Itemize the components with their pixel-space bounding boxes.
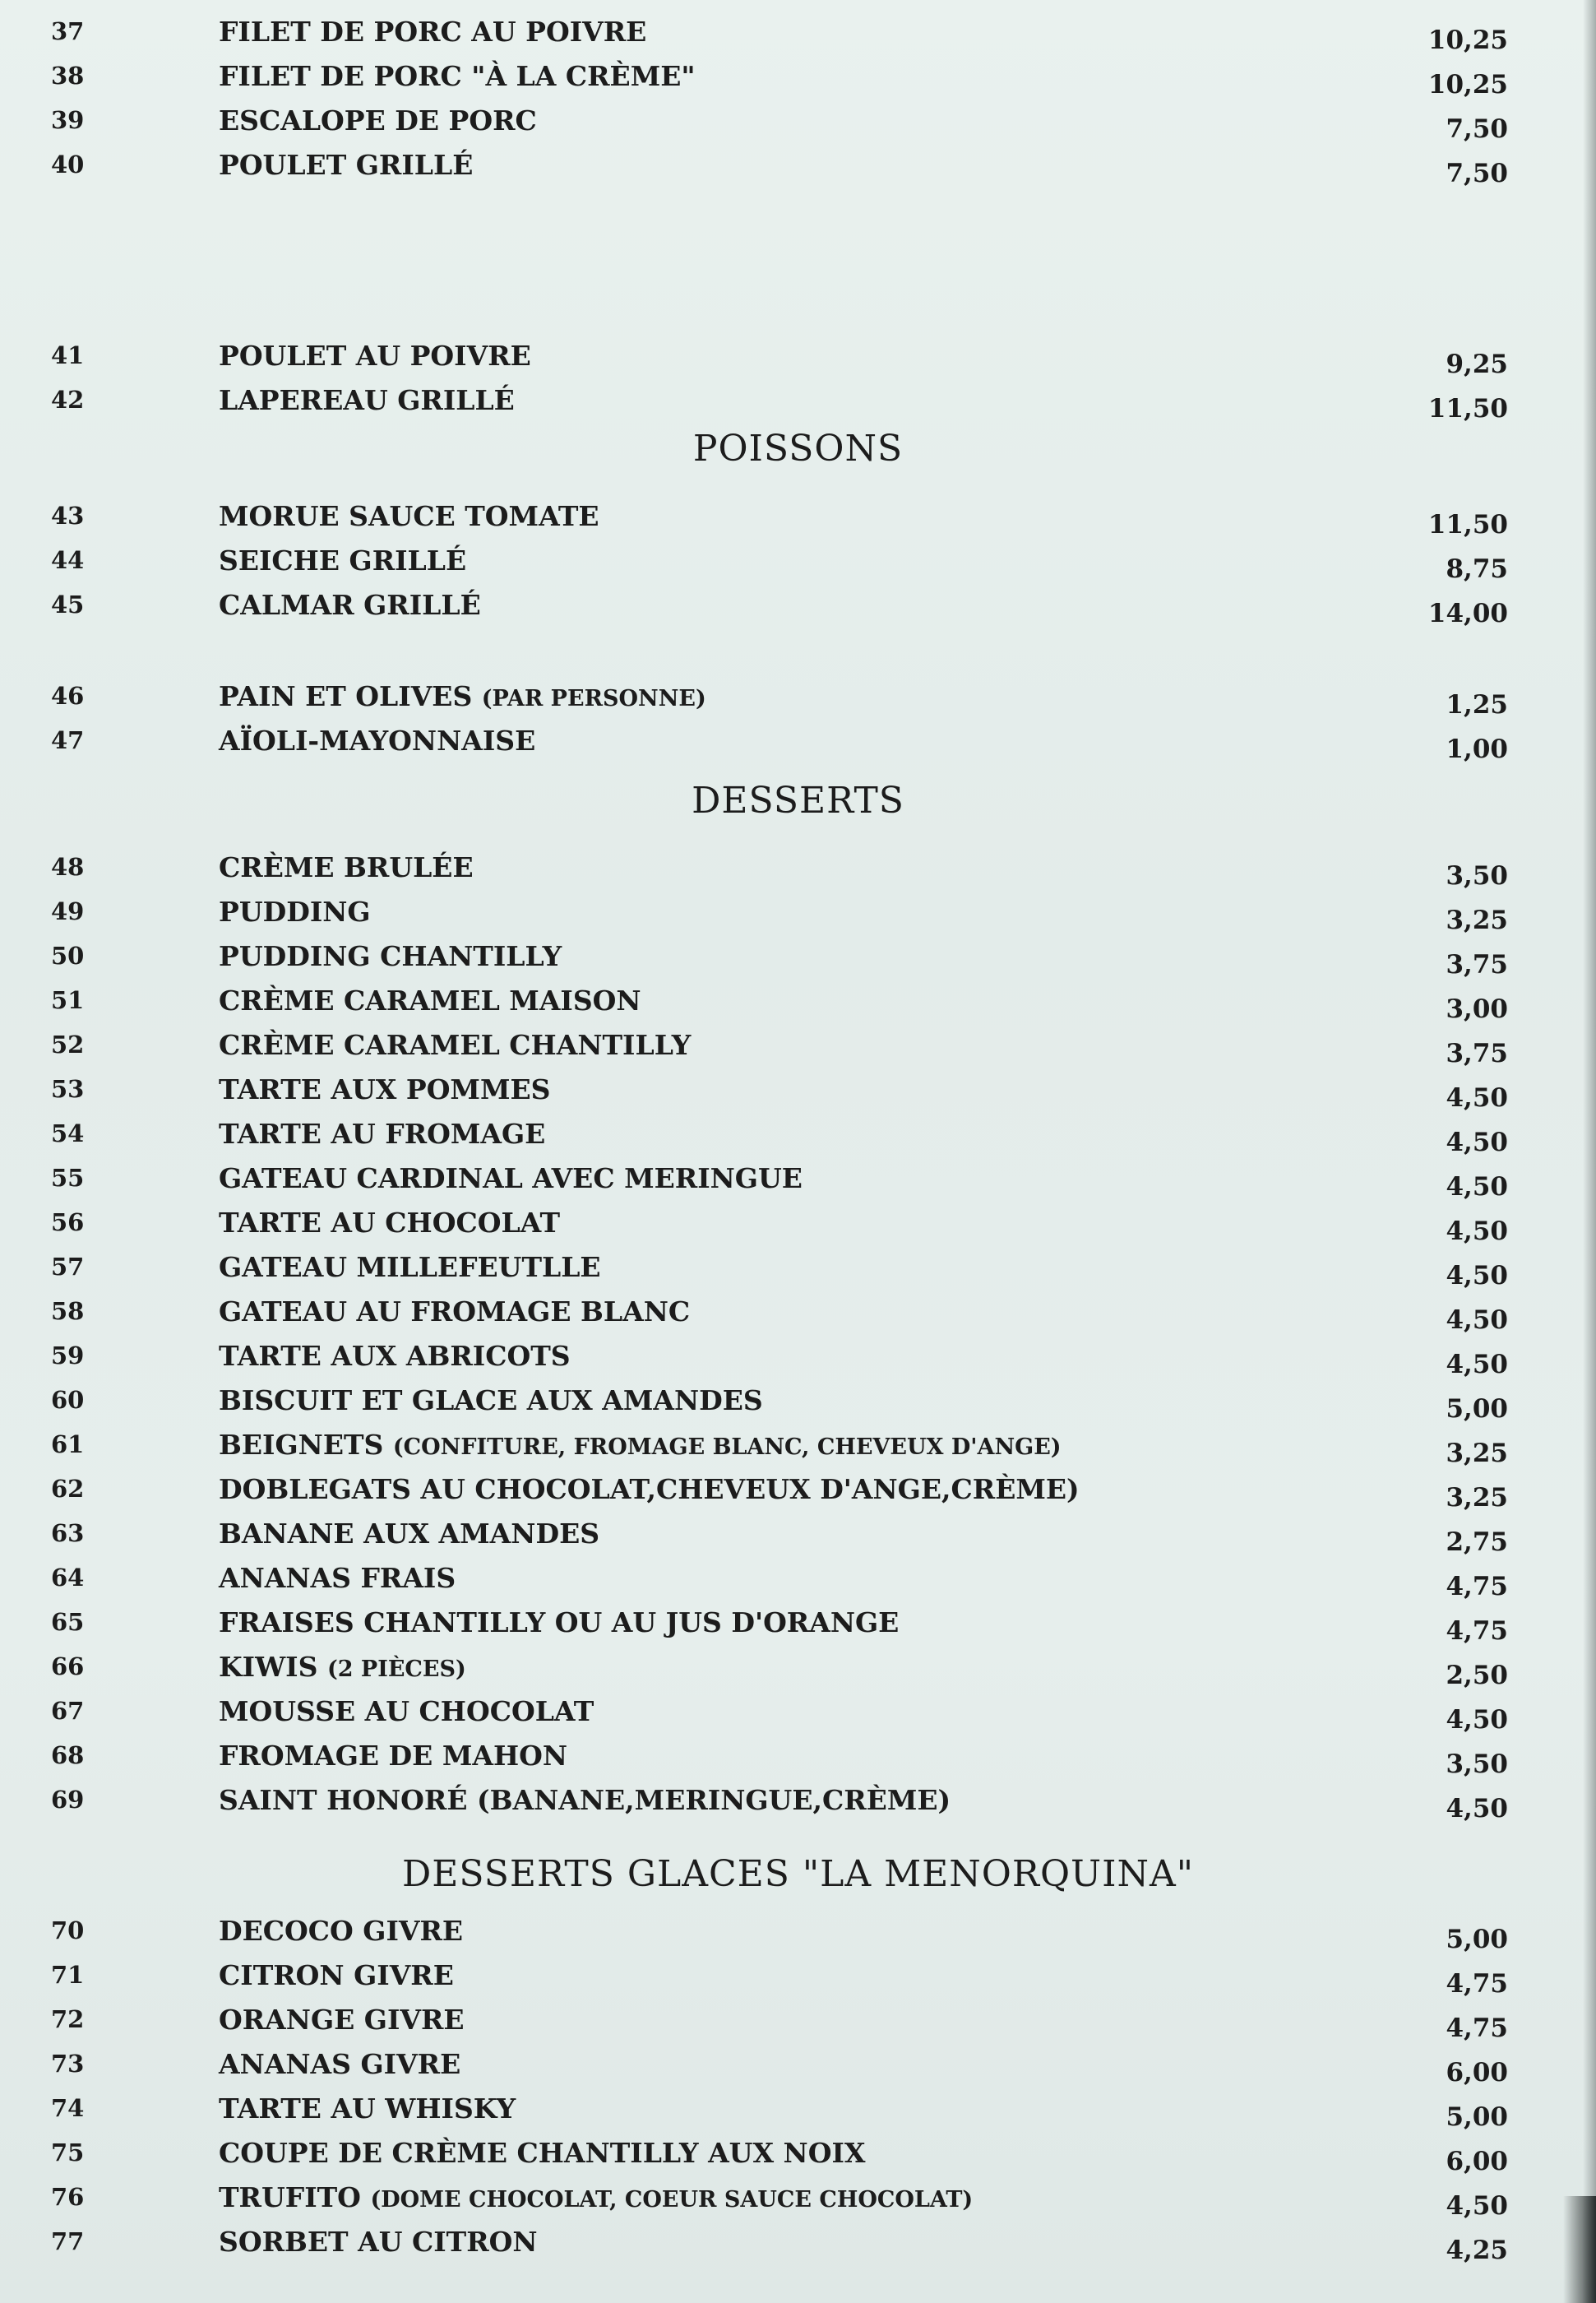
item-number: 58 bbox=[51, 1297, 85, 1325]
item-number: 60 bbox=[51, 1386, 85, 1414]
item-number: 62 bbox=[51, 1475, 85, 1503]
item-number: 51 bbox=[51, 986, 85, 1014]
menu-item bbox=[0, 1291, 1596, 1335]
item-name: BISCUIT ET GLACE AUX AMANDES bbox=[219, 1384, 763, 1416]
item-name: GATEAU CARDINAL AVEC MERINGUE bbox=[219, 1162, 803, 1194]
item-price: 7,50 bbox=[1446, 114, 1508, 144]
item-number: 69 bbox=[51, 1786, 85, 1814]
item-number: 44 bbox=[51, 546, 85, 574]
item-name bbox=[219, 680, 706, 712]
item-name: ORANGE GIVRE bbox=[219, 2004, 465, 2036]
item-price: 2,75 bbox=[1446, 1527, 1508, 1557]
item-name: CRÈME CARAMEL MAISON bbox=[219, 985, 641, 1017]
menu-item bbox=[0, 891, 1596, 935]
menu-item bbox=[0, 584, 1596, 628]
item-number: 47 bbox=[51, 726, 85, 754]
item-number: 52 bbox=[51, 1031, 85, 1059]
menu-item bbox=[0, 2176, 1596, 2221]
item-name: TARTE AUX ABRICOTS bbox=[219, 1340, 571, 1372]
menu-item bbox=[0, 980, 1596, 1024]
menu-item bbox=[0, 1379, 1596, 1424]
item-name: CITRON GIVRE bbox=[219, 1959, 454, 1991]
item-number: 38 bbox=[51, 62, 85, 90]
item-name: ANANAS FRAIS bbox=[219, 1562, 456, 1594]
item-title: TRUFITO bbox=[219, 2181, 361, 2213]
item-name: TARTE AU WHISKY bbox=[219, 2092, 516, 2125]
item-price: 3,25 bbox=[1446, 1483, 1508, 1513]
menu-item bbox=[0, 2132, 1596, 2176]
item-name: TARTE AU FROMAGE bbox=[219, 1118, 546, 1150]
item-note: (DOME CHOCOLAT, COEUR SAUCE CHOCOLAT) bbox=[370, 2187, 974, 2213]
menu-item bbox=[0, 1335, 1596, 1379]
item-number: 50 bbox=[51, 942, 85, 970]
item-price: 4,75 bbox=[1446, 1969, 1508, 1999]
item-title: KIWIS bbox=[219, 1651, 318, 1683]
item-price: 3,50 bbox=[1446, 861, 1508, 891]
item-number: 73 bbox=[51, 2050, 85, 2078]
item-number: 46 bbox=[51, 682, 85, 710]
item-number: 40 bbox=[51, 151, 85, 178]
item-note: (PAR PERSONNE) bbox=[481, 686, 706, 711]
item-price: 10,25 bbox=[1427, 25, 1508, 55]
item-price: 6,00 bbox=[1446, 2147, 1508, 2176]
menu-item bbox=[0, 1157, 1596, 1202]
menu-item bbox=[0, 1954, 1596, 1999]
item-price: 4,50 bbox=[1446, 1261, 1508, 1291]
item-number: 71 bbox=[51, 1961, 85, 1989]
menu-item bbox=[0, 1068, 1596, 1113]
item-note: (2 PIÈCES) bbox=[326, 1657, 466, 1682]
menu-item bbox=[0, 1646, 1596, 1690]
item-number: 75 bbox=[51, 2138, 85, 2166]
menu-item bbox=[0, 1246, 1596, 1291]
section-heading-poissons: POISSONS bbox=[692, 428, 904, 470]
item-price: 4,50 bbox=[1446, 1083, 1508, 1113]
item-number: 74 bbox=[51, 2094, 85, 2122]
item-name: CRÈME BRULÉE bbox=[219, 851, 474, 883]
menu-item bbox=[0, 2043, 1596, 2088]
item-name: PUDDING CHANTILLY bbox=[219, 940, 562, 972]
item-name: PUDDING bbox=[219, 896, 371, 928]
item-price: 4,50 bbox=[1446, 1216, 1508, 1246]
item-price: 8,75 bbox=[1446, 554, 1508, 584]
item-name: TARTE AU CHOCOLAT bbox=[219, 1207, 561, 1239]
item-number: 67 bbox=[51, 1697, 85, 1725]
item-name: TARTE AUX POMMES bbox=[219, 1073, 551, 1105]
item-price: 9,25 bbox=[1446, 350, 1508, 379]
item-number: 41 bbox=[51, 341, 85, 369]
item-number: 61 bbox=[51, 1430, 85, 1458]
item-name bbox=[219, 1429, 1062, 1461]
item-price: 3,75 bbox=[1446, 1039, 1508, 1068]
item-number: 64 bbox=[51, 1564, 85, 1592]
item-name: GATEAU AU FROMAGE BLANC bbox=[219, 1295, 691, 1328]
item-price: 4,50 bbox=[1446, 1128, 1508, 1157]
item-number: 56 bbox=[51, 1208, 85, 1236]
menu-item bbox=[0, 100, 1596, 144]
item-number: 57 bbox=[51, 1253, 85, 1281]
item-name: FILET DE PORC AU POIVRE bbox=[219, 16, 647, 48]
item-name: POULET GRILLÉ bbox=[219, 149, 474, 181]
item-price: 4,50 bbox=[1446, 1172, 1508, 1202]
item-price: 11,50 bbox=[1427, 394, 1508, 424]
menu-item bbox=[0, 540, 1596, 584]
menu-item bbox=[0, 2088, 1596, 2132]
item-number: 72 bbox=[51, 2005, 85, 2033]
menu-item bbox=[0, 675, 1596, 720]
item-name: LAPEREAU GRILLÉ bbox=[219, 384, 515, 416]
menu-item bbox=[0, 1735, 1596, 1779]
item-price: 3,00 bbox=[1446, 994, 1508, 1024]
menu-item bbox=[0, 1513, 1596, 1557]
menu-item bbox=[0, 1557, 1596, 1601]
item-note: (CONFITURE, FROMAGE BLANC, CHEVEUX D'ANGE) bbox=[392, 1434, 1062, 1460]
item-number: 45 bbox=[51, 591, 85, 619]
item-number: 39 bbox=[51, 106, 85, 134]
item-price: 4,75 bbox=[1446, 1616, 1508, 1646]
item-price: 2,50 bbox=[1446, 1661, 1508, 1690]
item-price: 5,00 bbox=[1446, 2102, 1508, 2132]
item-name: SEICHE GRILLÉ bbox=[219, 544, 467, 577]
item-name bbox=[219, 1651, 466, 1683]
item-name bbox=[219, 2181, 973, 2213]
item-price: 4,25 bbox=[1446, 2236, 1508, 2265]
menu-item bbox=[0, 846, 1596, 891]
page-corner-shadow bbox=[1563, 2196, 1596, 2303]
item-name: FRAISES CHANTILLY OU AU JUS D'ORANGE bbox=[219, 1606, 900, 1638]
item-price: 1,00 bbox=[1446, 734, 1508, 764]
menu-item bbox=[0, 720, 1596, 764]
item-price: 5,00 bbox=[1446, 1394, 1508, 1424]
menu-item bbox=[0, 144, 1596, 188]
menu-item bbox=[0, 1779, 1596, 1823]
item-price: 3,50 bbox=[1446, 1749, 1508, 1779]
item-price: 4,50 bbox=[1446, 1305, 1508, 1335]
item-name: MOUSSE AU CHOCOLAT bbox=[219, 1695, 594, 1727]
menu-item bbox=[0, 11, 1596, 55]
item-name: CALMAR GRILLÉ bbox=[219, 589, 481, 621]
menu-item bbox=[0, 1024, 1596, 1068]
menu-item bbox=[0, 1999, 1596, 2043]
item-number: 59 bbox=[51, 1341, 85, 1369]
item-name: SAINT HONORÉ (BANANE,MERINGUE,CRÈME) bbox=[219, 1784, 951, 1816]
item-price: 3,25 bbox=[1446, 906, 1508, 935]
menu-item bbox=[0, 55, 1596, 100]
item-name: POULET AU POIVRE bbox=[219, 340, 531, 372]
item-name: COUPE DE CRÈME CHANTILLY AUX NOIX bbox=[219, 2137, 866, 2169]
menu-item bbox=[0, 495, 1596, 540]
menu-item bbox=[0, 1468, 1596, 1513]
section-heading-desserts: DESSERTS bbox=[692, 780, 904, 822]
item-name: CRÈME CARAMEL CHANTILLY bbox=[219, 1029, 692, 1061]
menu-item bbox=[0, 1690, 1596, 1735]
item-name: GATEAU MILLEFEUTLLE bbox=[219, 1251, 601, 1283]
menu-item bbox=[0, 1424, 1596, 1468]
item-price: 10,25 bbox=[1427, 70, 1508, 100]
item-name: DOBLEGATS AU CHOCOLAT,CHEVEUX D'ANGE,CRÈME) bbox=[219, 1473, 1080, 1505]
section-heading-glaces: DESSERTS GLACES "LA MENORQUINA" bbox=[401, 1853, 1195, 1895]
item-number: 77 bbox=[51, 2227, 85, 2255]
item-title: BEIGNETS bbox=[219, 1429, 384, 1461]
page-edge-shadow bbox=[1583, 0, 1596, 2303]
item-title: PAIN ET OLIVES bbox=[219, 680, 473, 712]
menu-item bbox=[0, 379, 1596, 424]
menu-item bbox=[0, 1910, 1596, 1954]
item-name: ESCALOPE DE PORC bbox=[219, 104, 537, 137]
item-price: 4,50 bbox=[1446, 2191, 1508, 2221]
item-price: 14,00 bbox=[1427, 599, 1508, 628]
menu-item bbox=[0, 1202, 1596, 1246]
item-name: SORBET AU CITRON bbox=[219, 2226, 538, 2258]
item-number: 70 bbox=[51, 1916, 85, 1944]
menu-item bbox=[0, 1113, 1596, 1157]
item-number: 68 bbox=[51, 1741, 85, 1769]
item-price: 4,50 bbox=[1446, 1794, 1508, 1823]
menu-item bbox=[0, 335, 1596, 379]
item-number: 43 bbox=[51, 502, 85, 530]
item-name: DECOCO GIVRE bbox=[219, 1915, 464, 1947]
item-price: 1,25 bbox=[1446, 690, 1508, 720]
item-number: 53 bbox=[51, 1075, 85, 1103]
item-name: ANANAS GIVRE bbox=[219, 2048, 461, 2080]
item-number: 49 bbox=[51, 897, 85, 925]
item-name: BANANE AUX AMANDES bbox=[219, 1518, 600, 1550]
item-price: 3,75 bbox=[1446, 950, 1508, 980]
item-price: 4,50 bbox=[1446, 1350, 1508, 1379]
item-number: 76 bbox=[51, 2183, 85, 2211]
menu-item bbox=[0, 935, 1596, 980]
item-price: 4,50 bbox=[1446, 1705, 1508, 1735]
item-price: 6,00 bbox=[1446, 2058, 1508, 2088]
item-name: FILET DE PORC "À LA CRÈME" bbox=[219, 60, 696, 92]
item-price: 4,75 bbox=[1446, 2013, 1508, 2043]
item-number: 66 bbox=[51, 1652, 85, 1680]
menu-item bbox=[0, 2221, 1596, 2265]
item-number: 37 bbox=[51, 17, 85, 45]
item-number: 55 bbox=[51, 1164, 85, 1192]
item-number: 48 bbox=[51, 853, 85, 881]
item-number: 63 bbox=[51, 1519, 85, 1547]
item-number: 65 bbox=[51, 1608, 85, 1636]
item-price: 3,25 bbox=[1446, 1439, 1508, 1468]
item-number: 42 bbox=[51, 386, 85, 414]
item-price: 4,75 bbox=[1446, 1572, 1508, 1601]
item-name: MORUE SAUCE TOMATE bbox=[219, 500, 599, 532]
item-price: 7,50 bbox=[1446, 159, 1508, 188]
item-price: 5,00 bbox=[1446, 1925, 1508, 1954]
item-price: 11,50 bbox=[1427, 510, 1508, 540]
item-number: 54 bbox=[51, 1119, 85, 1147]
menu-item bbox=[0, 1601, 1596, 1646]
item-name: FROMAGE DE MAHON bbox=[219, 1740, 568, 1772]
item-name: AÏOLI-MAYONNAISE bbox=[219, 725, 536, 757]
